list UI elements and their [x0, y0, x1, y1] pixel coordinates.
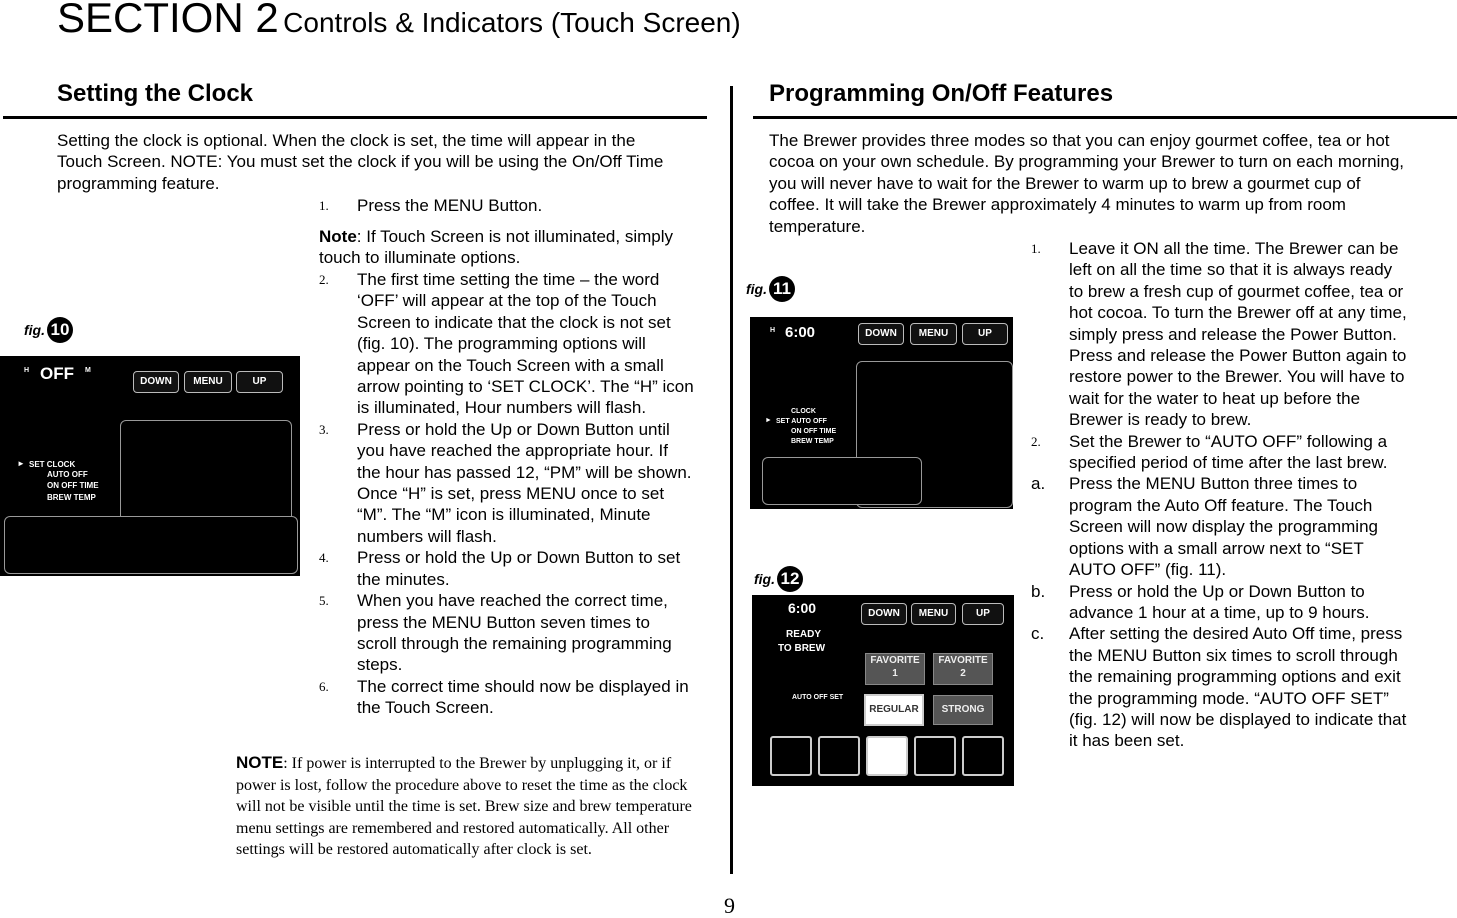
- step-text: Press the MENU Button three times to program the Auto Off feature. The Touch Screen will now display the programming options with a small arrow next to “SET AUTO OFF” (fig. 11).: [1069, 474, 1378, 580]
- step-text: When you have reached the correct time, press the MENU Button seven times to scroll through the remaining programming steps.: [357, 591, 672, 675]
- step-number: 6.: [319, 678, 329, 694]
- menu-button[interactable]: MENU: [910, 323, 957, 345]
- menu-option: AUTO OFF: [47, 470, 88, 479]
- fig-11-label: [746, 276, 795, 302]
- option-label: FAVORITE: [870, 655, 920, 666]
- favorite-2-button[interactable]: [933, 653, 993, 685]
- menu-button[interactable]: MENU: [184, 371, 232, 393]
- step-text: Press or hold the Up or Down Button to set the minutes.: [357, 548, 681, 589]
- step-text: Leave it ON all the time. The Brewer can be left on all the time so that it is always ready to brew a fresh cup of gourmet coffee, tea or hot cocoa. To turn the Brewer off at any time, simply press and release the Power Button. Press and release the Power Button again to restore power to the Brewer. You will have to wait for the water to heat up before the Brewer is ready to brew.: [1069, 239, 1407, 430]
- step-text: The correct time should now be displayed in the Touch Screen.: [357, 676, 689, 718]
- fig-number: 10: [47, 317, 73, 343]
- option-number: 2: [960, 668, 966, 679]
- menu-option: SET AUTO OFF: [776, 418, 827, 425]
- step-text: Press or hold the Up or Down Button to advance 1 hour at a time, up to 9 hours.: [1069, 581, 1370, 622]
- down-button[interactable]: DOWN: [133, 371, 179, 393]
- list-item: [319, 269, 694, 419]
- left-heading: Setting the Clock: [57, 80, 254, 107]
- clock-steps-list: [319, 269, 694, 719]
- menu-option: ON OFF TIME: [47, 481, 99, 490]
- option-label: FAVORITE: [938, 655, 988, 666]
- touch-note: [319, 226, 679, 269]
- column-divider: [730, 86, 733, 874]
- step-text: Press or hold the Up or Down Button until you have reached the appropriate hour. If the hour has passed 12, “PM” will be shown. Once “H” is set, press MENU once to set “M”. The “M” icon is illuminated, Minute numbers will flash.: [357, 419, 692, 546]
- fig-12-label: [754, 566, 803, 592]
- fig-label: fig.: [24, 322, 45, 338]
- step-number: 1.: [319, 198, 329, 213]
- step-number: 1.: [1031, 241, 1041, 256]
- menu-option: SET CLOCK: [29, 460, 76, 469]
- ready-label: TO BREW: [778, 643, 826, 654]
- list-item: [1031, 581, 1409, 624]
- up-button[interactable]: UP: [236, 371, 283, 393]
- step-number: 2.: [1031, 433, 1041, 449]
- menu-option: BREW TEMP: [791, 438, 834, 445]
- step-number: 2.: [319, 272, 329, 287]
- minute-indicator: M: [85, 367, 91, 374]
- right-heading: Programming On/Off Features: [769, 80, 1114, 107]
- step-number: 3.: [319, 421, 329, 437]
- strong-button[interactable]: STRONG: [933, 695, 993, 725]
- list-item: [319, 590, 694, 676]
- up-button[interactable]: UP: [962, 603, 1004, 625]
- step-text: After setting the desired Auto Off time, press the MENU Button six times to scroll through the remaining programming options and exit the programming mode. “AUTO OFF SET” (fig. 12) will now be displayed to indicate that it has been set.: [1069, 624, 1407, 751]
- cup-size-small-mug-icon[interactable]: [818, 736, 860, 776]
- touch-screen-fig10: [0, 356, 300, 576]
- list-item: [1031, 431, 1409, 474]
- menu-option: BREW TEMP: [47, 493, 96, 502]
- hour-indicator: H: [24, 367, 30, 374]
- list-item: [1031, 238, 1409, 431]
- note-label: NOTE: [236, 753, 284, 772]
- step-number: 5.: [319, 593, 329, 609]
- lower-panel: [762, 457, 922, 505]
- section-number: SECTION 2: [57, 0, 279, 41]
- cup-size-medium-icon[interactable]: [866, 736, 908, 776]
- list-item: [319, 547, 694, 590]
- list-item: [319, 419, 694, 547]
- cup-size-large-icon[interactable]: [914, 736, 956, 776]
- note-text: : If Touch Screen is not illuminated, simply touch to illuminate options.: [319, 227, 673, 268]
- clock-display: 6:00: [788, 600, 817, 616]
- lower-panel: [4, 516, 298, 574]
- step-number: a.: [1031, 474, 1046, 494]
- ready-label: READY: [786, 629, 822, 640]
- clock-step1-list: [319, 195, 694, 216]
- touch-screen-fig12: [752, 595, 1014, 786]
- step-text: Press the MENU Button.: [357, 196, 543, 215]
- cup-size-travel-icon[interactable]: [962, 736, 1004, 776]
- fig-label: fig.: [754, 571, 775, 587]
- menu-option: CLOCK: [791, 408, 816, 415]
- clock-display: OFF: [40, 364, 74, 383]
- left-divider: [3, 116, 707, 119]
- page-number: 9: [724, 893, 735, 918]
- list-item: [1031, 473, 1409, 580]
- selection-arrow-icon: ►: [17, 459, 25, 468]
- onoff-steps-list: [1031, 238, 1409, 752]
- list-item: [1031, 623, 1409, 751]
- section-subtitle: Controls & Indicators (Touch Screen): [283, 7, 741, 38]
- right-intro: The Brewer provides three modes so that you can enjoy gourmet coffee, tea or hot cocoa on your own schedule. By programming your Brewer to turn on each morning, you will never have to wait for the Brewer to warm up to brew a gourmet cup of coffee. It will take the Brewer approximately 4 minutes to warm up from room temperature.: [769, 131, 1404, 236]
- fig-number: 12: [777, 566, 803, 592]
- step-number: b.: [1031, 581, 1046, 601]
- cup-size-small-icon[interactable]: [770, 736, 812, 776]
- menu-button[interactable]: MENU: [911, 603, 956, 625]
- selection-arrow-icon: ►: [765, 417, 772, 424]
- down-button[interactable]: DOWN: [858, 323, 904, 345]
- note-text: : If power is interrupted to the Brewer by unplugging it, or if power is lost, follow the procedure above to reset the time as the clock will not be visible until the time is set. Brew size and brew temperature menu settings are remembered and restored automatically. All other settings will be restored automatically after clock is set.: [236, 755, 692, 859]
- favorite-1-button[interactable]: [865, 653, 925, 685]
- step-number: c.: [1031, 624, 1045, 644]
- clock-display: 6:00: [785, 324, 816, 341]
- step-text: The first time setting the time – the word ‘OFF’ will appear at the top of the Touch Screen to indicate that the clock is not set (fig. 10). The programming options will appear on the Touch Screen with a small arrow pointing to ‘SET CLOCK’. The “H” icon is illuminated, Hour numbers will flash.: [357, 270, 694, 418]
- regular-button[interactable]: REGULAR: [864, 694, 924, 726]
- left-intro: Setting the clock is optional. When the clock is set, the time will appear in the Touch Screen. NOTE: You must set the clock if you will be using the On/Off Time programming feature.: [57, 131, 664, 193]
- auto-off-status: AUTO OFF SET: [792, 694, 844, 701]
- menu-option: ON OFF TIME: [791, 428, 837, 435]
- list-item: [319, 676, 694, 719]
- step-number: 4.: [319, 550, 329, 566]
- down-button[interactable]: DOWN: [861, 603, 907, 625]
- note-label: Note: [319, 227, 357, 246]
- step-text: Set the Brewer to “AUTO OFF” following a specified period of time after the last brew.: [1069, 431, 1388, 473]
- fig-label: fig.: [746, 281, 767, 297]
- section-title: [57, 0, 741, 42]
- list-item: [319, 195, 694, 216]
- power-note: [236, 752, 698, 861]
- up-button[interactable]: UP: [962, 323, 1008, 345]
- right-divider: [753, 116, 1457, 119]
- hour-indicator: H: [770, 327, 776, 334]
- touch-screen-fig11: [750, 317, 1013, 509]
- option-number: 1: [892, 668, 898, 679]
- fig-10-label: [24, 317, 73, 343]
- fig-number: 11: [769, 276, 795, 302]
